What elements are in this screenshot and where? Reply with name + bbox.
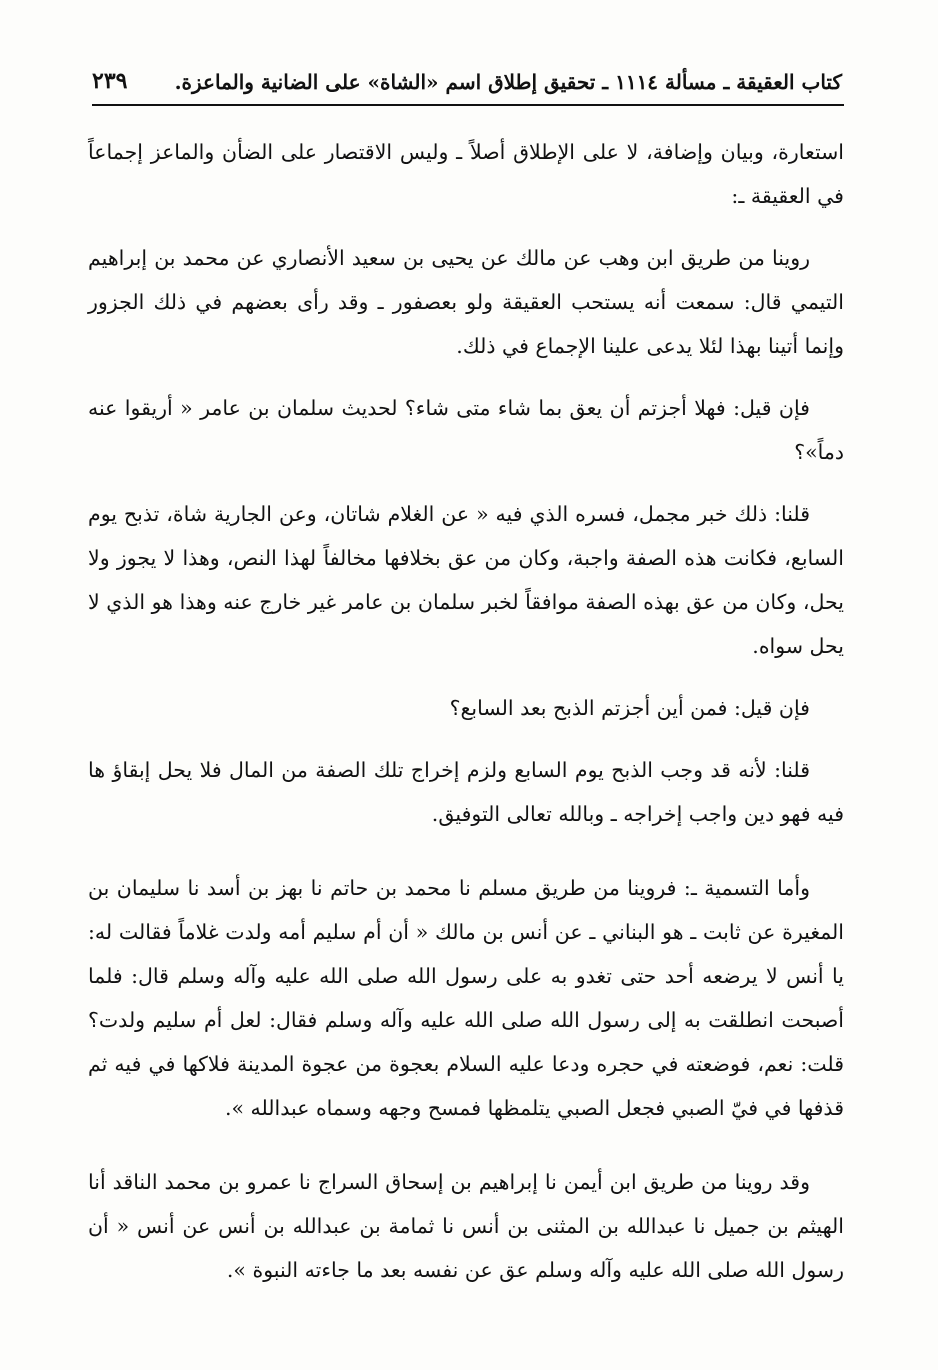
paragraph-continuation: استعارة، وبيان وإضافة، لا على الإطلاق أصلاً ـ وليس الاقتصار على الضأن والماعز إجماعاً في العقيقة ـ: [88,140,844,208]
page-body [88,130,844,1310]
paragraph-objection-1: فإن قيل: فهلا أجزتم أن يعق بما شاء متى شاء؟ لحديث سلمان بن عامر « أريقوا عنه دماً»؟ [88,396,844,464]
paragraph-reply-2: قلنا: لأنه قد وجب الذبح يوم السابع ولزم إخراج تلك الصفة من المال فلا يحل إبقاؤ ها فيه فهو دين واجب إخراجه ـ وبالله تعالى التوفيق. [88,758,844,826]
paragraph-naming: وأما التسمية ـ: فروينا من طريق مسلم نا محمد بن حاتم نا بهز بن أسد نا سليمان بن المغيرة عن ثابت ـ هو البناني ـ عن أنس بن مالك « أن أم سليم أمه ولدت غلاماً فقالت له: يا أنس لا يرضعه أحد حتى تغدو به على رسول الله صلى الله عليه وآله وسلم قال: فلما أصبحت انطلقت به إلى رسول الله صلى الله عليه وآله وسلم فقال: لعل أم سليم ولدت؟ قلت: نعم، فوضعته في حجره ودعا عليه السلام بعجوة من عجوة المدينة فلاكها في فيه ثم قذفها في فيّ الصبي فجعل الصبي يتلمظها فمسح وجهه وسماه عبدالله ». [88,876,844,1120]
paragraph-ibn-wahb: روينا من طريق ابن وهب عن مالك عن يحيى بن سعيد الأنصاري عن محمد بن إبراهيم التيمي قال: سمعت أنه يستحب العقيقة ولو بعصفور ـ وقد رأى بعضهم في ذلك الجزور وإنما أتينا بهذا لئلا يدعى علينا الإجماع في ذلك. [88,246,844,358]
page-header [92,58,842,94]
page-number: ٢٣٩ [92,68,128,94]
paragraph-objection-2: فإن قيل: فمن أين أجزتم الذبح بعد السابع؟ [449,696,810,720]
running-head: كتاب العقيقة ـ مسألة ١١١٤ ـ تحقيق إطلاق اسم «الشاة» على الضانية والماعزة. [174,70,842,94]
header-rule [92,104,844,106]
paragraph-ibn-ayman: وقد روينا من طريق ابن أيمن نا إبراهيم بن إسحاق السراج نا عمرو بن محمد الناقد أنا الهيثم بن جميل نا عبدالله بن المثنى بن أنس نا ثمامة بن عبدالله بن أنس عن أنس « أن رسول الله صلى الله عليه وآله وسلم عق عن نفسه بعد ما جاءته النبوة ». [88,1170,844,1282]
paragraph-reply-1: قلنا: ذلك خبر مجمل، فسره الذي فيه « عن الغلام شاتان، وعن الجارية شاة، تذبح يوم السابع، فكانت هذه الصفة واجبة، وكان من عق بخلافها مخالفاً لهذا النص، وهذا لا يجوز ولا يحل، وكان من عق بهذه الصفة موافقاً لخبر سلمان بن عامر غير خارج عنه وهذا هو الذي لا يحل سواه. [88,502,844,658]
